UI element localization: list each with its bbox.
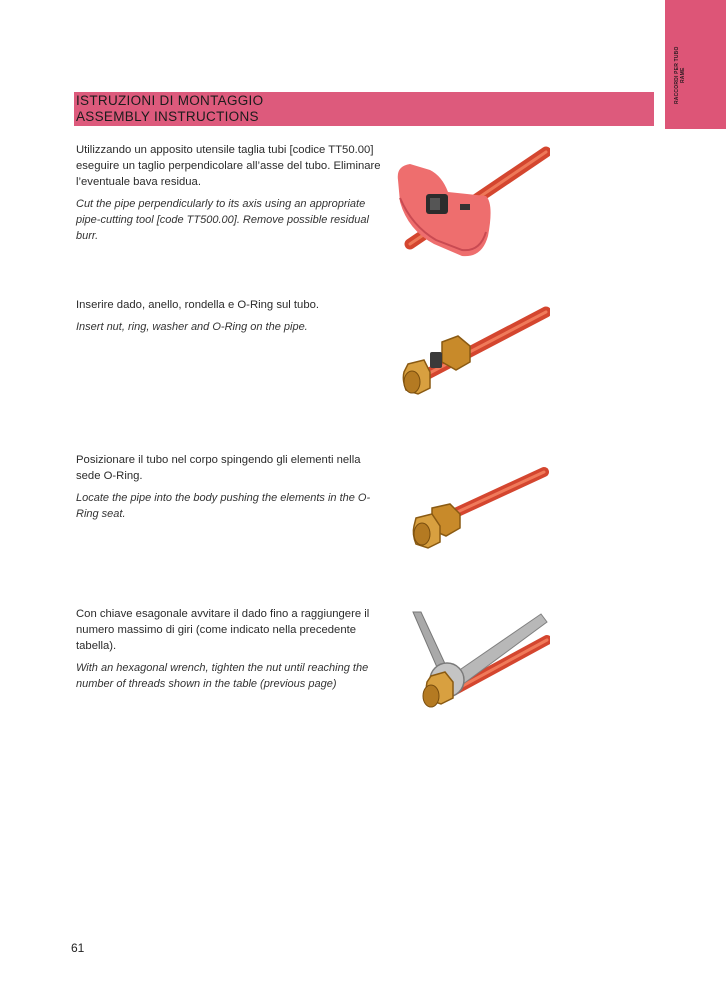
step-1-italian: Utilizzando un apposito utensile taglia tubi [codice TT50.00] eseguire un taglio perpendicolare all’asse del tubo. Eliminare l’eventuale bava residua. (76, 144, 381, 188)
step-2-italian: Inserire dado, anello, rondella e O-Ring sul tubo. (76, 299, 320, 311)
step-3 (76, 452, 386, 522)
pipe-in-body-illustration (390, 458, 550, 588)
title-english: ASSEMBLY INSTRUCTIONS (76, 109, 259, 124)
step-4-italian: Con chiave esagonale avvitare il dado fino a raggiungere il numero massimo di giri (come indicato nella precedente tabella). (76, 608, 370, 652)
title-italian: ISTRUZIONI DI MONTAGGIO (76, 93, 264, 108)
step-2 (76, 297, 386, 335)
pipe-with-nut-ring-illustration (390, 302, 550, 432)
step-1-english: Cut the pipe perpendicularly to its axis using an appropriate pipe-cutting tool [code TT500.00]. Remove possible residual burr. (76, 198, 369, 242)
step-4-english: With an hexagonal wrench, tighten the nut until reaching the number of threads shown in the table (previous page) (76, 662, 369, 690)
step-4 (76, 606, 386, 692)
side-tab-label: RACCORDI PER TUBO RAME (674, 46, 686, 104)
step-3-english: Locate the pipe into the body pushing the elements in the O-Ring seat. (76, 492, 371, 520)
step-3-italian: Posizionare il tubo nel corpo spingendo gli elementi nella sede O-Ring. (76, 454, 361, 482)
pipe-cutter-illustration (390, 140, 550, 278)
wrench-tightening-illustration (395, 610, 550, 744)
step-2-english: Insert nut, ring, washer and O-Ring on the pipe. (76, 321, 308, 333)
page-number: 61 (71, 941, 85, 955)
step-1 (76, 142, 386, 244)
